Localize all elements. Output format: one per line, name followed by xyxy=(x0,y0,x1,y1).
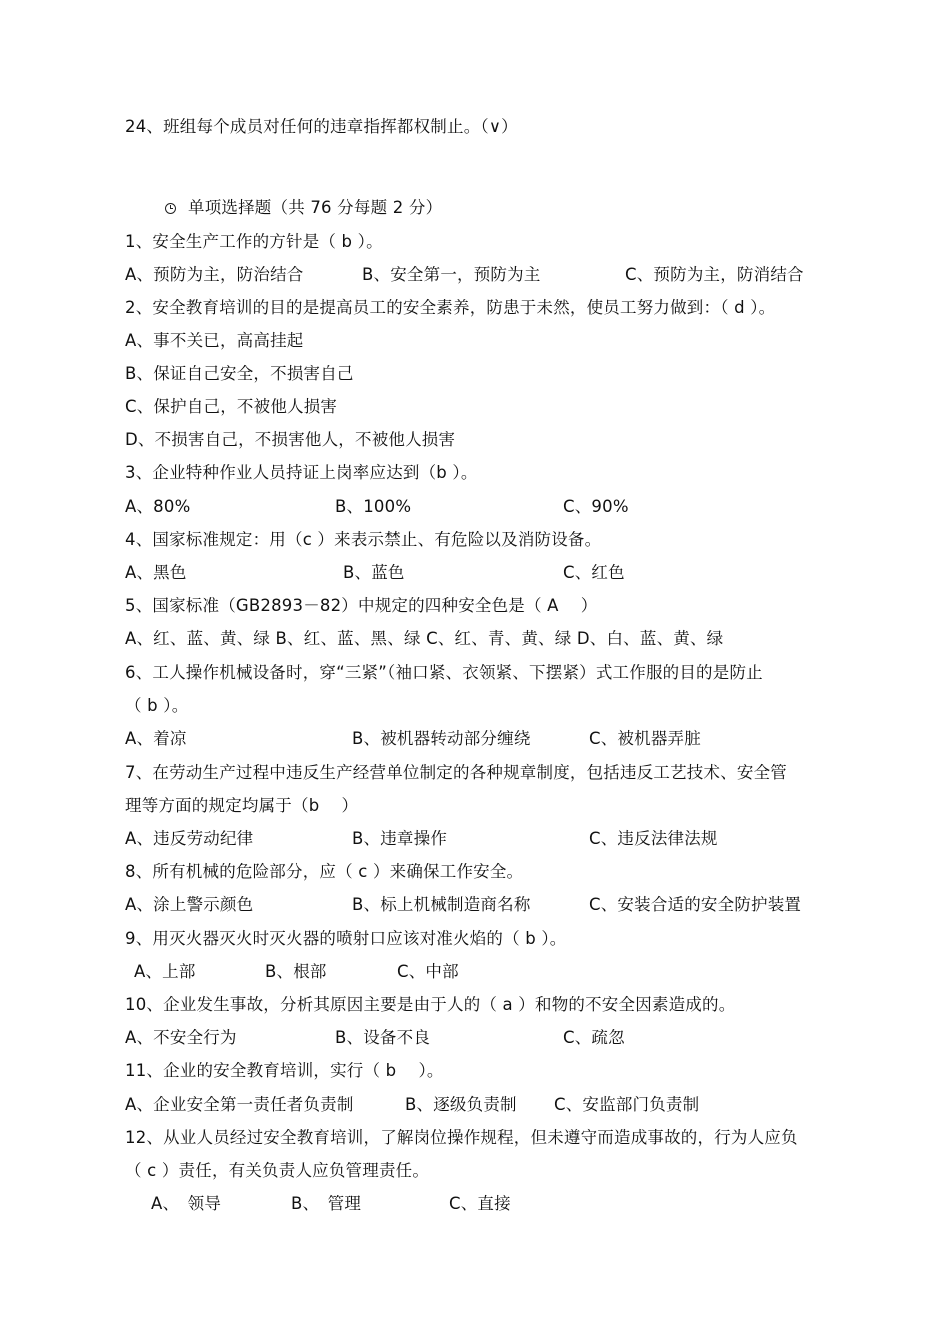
q9-option-c: C、中部 xyxy=(397,962,459,981)
q4-option-a: A、黑色 xyxy=(125,563,187,582)
q11-option-a: A、企业安全第一责任者负责制 xyxy=(125,1095,354,1114)
q12-option-b: B、 管理 xyxy=(291,1194,362,1213)
q7-option-b: B、违章操作 xyxy=(352,829,448,848)
q3-option-c: C、90% xyxy=(563,497,629,516)
q8-question: 8、所有机械的危险部分，应（ c ）来确保工作安全。 xyxy=(125,862,524,881)
q7-option-a: A、违反劳动纪律 xyxy=(125,829,254,848)
q12-question-line2: （ c ）责任，有关负责人应负管理责任。 xyxy=(125,1161,430,1180)
section-title: 单项选择题（共 76 分每题 2 分） xyxy=(188,198,443,217)
q6-question-line2: （ b ）。 xyxy=(125,696,189,715)
q10-option-b: B、设备不良 xyxy=(335,1028,431,1047)
q7-option-c: C、违反法律法规 xyxy=(589,829,718,848)
q12-option-a: A、 领导 xyxy=(151,1194,222,1213)
q4-option-b: B、蓝色 xyxy=(343,563,405,582)
q3-option-a: A、80% xyxy=(125,497,191,516)
q5-question: 5、国家标准（GB2893－82）中规定的四种安全色是（ A ） xyxy=(125,596,598,615)
q4-option-c: C、红色 xyxy=(563,563,625,582)
q1-option-a: A、预防为主，防治结合 xyxy=(125,265,304,284)
q1-question: 1、安全生产工作的方针是（ b ）。 xyxy=(125,232,383,251)
q3-option-b: B、100% xyxy=(335,497,412,516)
q9-question: 9、用灭火器灭火时灭火器的喷射口应该对准火焰的（ b ）。 xyxy=(125,929,567,948)
q12-question-line1: 12、从业人员经过安全教育培训，了解岗位操作规程，但未遵守而造成事故的，行为人应负 xyxy=(125,1128,798,1147)
q8-option-c: C、安装合适的安全防护装置 xyxy=(589,895,802,914)
q6-question-line1: 6、工人操作机械设备时，穿“三紧”（袖口紧、衣领紧、下摆紧）式工作服的目的是防止 xyxy=(125,663,763,682)
q2-question: 2、安全教育培训的目的是提高员工的安全素养，防患于未然，使员工努力做到：（ d ）。 xyxy=(125,298,776,317)
q24-line: 24、班组每个成员对任何的违章指挥都权制止。（∨） xyxy=(125,117,518,136)
q1-option-c: C、预防为主，防消结合 xyxy=(625,265,804,284)
q11-option-b: B、逐级负责制 xyxy=(405,1095,517,1114)
q11-option-c: C、安监部门负责制 xyxy=(554,1095,700,1114)
q3-question: 3、企业特种作业人员持证上岗率应达到（b ）。 xyxy=(125,463,478,482)
clock-icon xyxy=(165,203,176,214)
q6-option-b: B、被机器转动部分缠绕 xyxy=(352,729,531,748)
q12-option-c: C、直接 xyxy=(449,1194,511,1213)
q1-option-b: B、安全第一，预防为主 xyxy=(362,265,541,284)
q2-option-b: B、保证自己安全，不损害自己 xyxy=(125,364,354,383)
q2-option-a: A、事不关已，高高挂起 xyxy=(125,331,304,350)
q5-options: A、红、蓝、黄、绿 B、红、蓝、黑、绿 C、红、青、黄、绿 D、白、蓝、黄、绿 xyxy=(125,629,724,648)
q4-question: 4、国家标准规定：用（c ）来表示禁止、有危险以及消防设备。 xyxy=(125,530,602,549)
q9-option-a: A、上部 xyxy=(134,962,196,981)
q6-option-c: C、被机器弄脏 xyxy=(589,729,701,748)
q2-option-d: D、不损害自己，不损害他人，不被他人损害 xyxy=(125,430,456,449)
q10-question: 10、企业发生事故，分析其原因主要是由于人的（ a ）和物的不安全因素造成的。 xyxy=(125,995,736,1014)
q10-option-c: C、疏忽 xyxy=(563,1028,625,1047)
q8-option-a: A、涂上警示颜色 xyxy=(125,895,254,914)
q2-option-c: C、保护自己，不被他人损害 xyxy=(125,397,338,416)
section-heading xyxy=(165,198,442,218)
q11-question: 11、企业的安全教育培训，实行（ b ）。 xyxy=(125,1061,444,1080)
q8-option-b: B、标上机械制造商名称 xyxy=(352,895,531,914)
q7-question-line2: 理等方面的规定均属于（b ） xyxy=(125,796,359,815)
q10-option-a: A、不安全行为 xyxy=(125,1028,237,1047)
q9-option-b: B、根部 xyxy=(265,962,327,981)
q6-option-a: A、着凉 xyxy=(125,729,187,748)
q7-question-line1: 7、在劳动生产过程中违反生产经营单位制定的各种规章制度，包括违反工艺技术、安全管 xyxy=(125,763,787,782)
